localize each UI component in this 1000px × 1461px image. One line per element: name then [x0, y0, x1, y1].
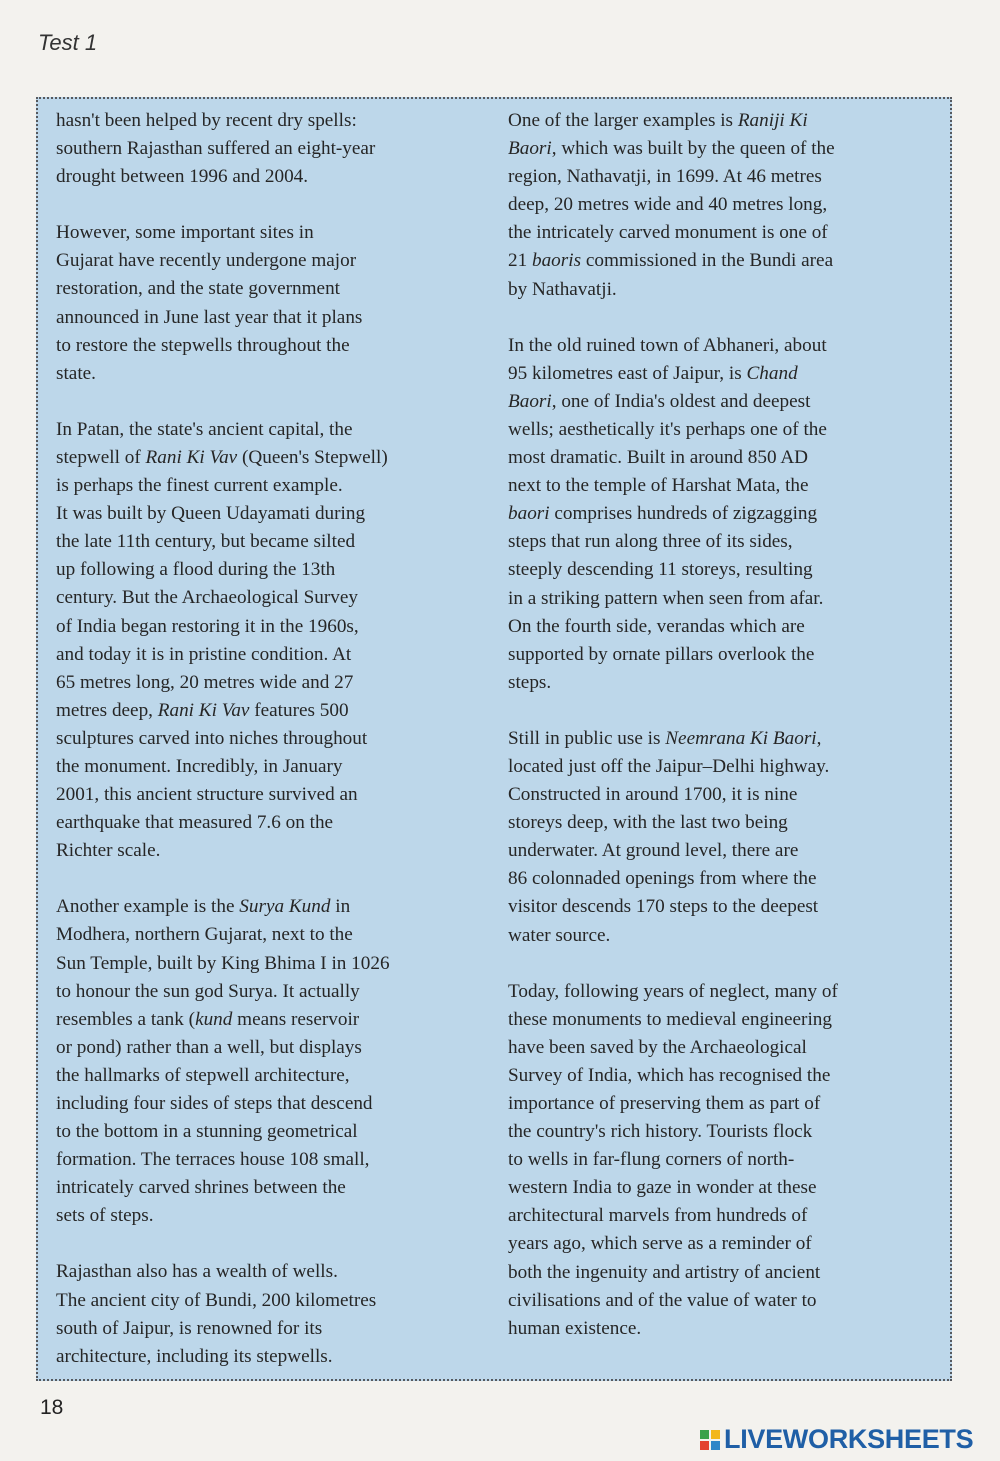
text-run: importance of preserving them as part of [508, 1093, 821, 1114]
text-line [508, 444, 942, 472]
text-run: commissioned in the Bundi area [581, 250, 834, 272]
text-line [56, 416, 490, 444]
text-run: steeply descending 11 storeys, resulting [508, 559, 813, 581]
italic-term: Baori [508, 138, 552, 160]
text-line [508, 1287, 942, 1315]
text-run: to honour the sun god Surya. It actually [56, 980, 360, 1002]
text-line [508, 135, 942, 163]
logo-square-yellow [711, 1430, 720, 1439]
text-run: architectural marvels from hundreds of [508, 1205, 808, 1227]
text-run: 95 kilometres east of Jaipur, is [508, 362, 747, 384]
text-run: these monuments to medieval engineering [508, 1008, 832, 1030]
italic-term: Chand [746, 362, 798, 384]
text-run: In Patan, the state's ancient capital, the [56, 418, 353, 440]
text-run: Survey of India, which has recognised the [508, 1064, 831, 1086]
text-line [56, 219, 490, 247]
text-run: or pond) rather than a well, but displays [56, 1036, 362, 1058]
text-line [56, 1062, 490, 1090]
text-run: underwater. At ground level, there are [508, 840, 799, 862]
text-line [508, 528, 942, 556]
text-run: years ago, which serve as a reminder of [508, 1233, 812, 1255]
text-line [56, 1034, 490, 1062]
text-line [56, 1202, 490, 1230]
text-line [56, 725, 490, 753]
text-line [56, 107, 490, 135]
text-run: storeys deep, with the last two being [508, 812, 788, 834]
text-line [56, 641, 490, 669]
text-run: sets of steps. [56, 1205, 154, 1227]
text-line [56, 304, 490, 332]
text-run: 21 [508, 250, 532, 272]
text-run: Gujarat have recently undergone major [56, 250, 357, 272]
text-line [508, 922, 942, 950]
text-run: supported by ornate pillars overlook the [508, 643, 815, 665]
text-line [56, 1258, 490, 1286]
liveworksheets-brand[interactable] [700, 1424, 973, 1455]
text-run: to restore the stepwells throughout the [56, 334, 350, 356]
text-line [56, 613, 490, 641]
text-line [56, 753, 490, 781]
text-run: the late 11th century, but became silted [56, 531, 356, 553]
text-run: resembles a tank ( [56, 1008, 196, 1030]
text-run: features 500 [249, 699, 349, 721]
text-run: , one of India's oldest and deepest [551, 390, 811, 412]
text-line [508, 219, 942, 247]
text-line [508, 332, 942, 360]
text-run: south of Jaipur, is renowned for its [56, 1317, 323, 1339]
passage-paragraph [508, 978, 942, 1343]
text-line [508, 837, 942, 865]
text-line [56, 1090, 490, 1118]
text-line [508, 276, 942, 304]
text-line [56, 1174, 490, 1202]
text-run: next to the temple of Harshat Mata, the [508, 475, 809, 497]
text-line [56, 528, 490, 556]
text-line [508, 809, 942, 837]
passage-column-right [508, 107, 942, 1343]
logo-square-red [700, 1441, 709, 1450]
text-run: up following a flood during the 13th [56, 559, 336, 581]
text-line [508, 1006, 942, 1034]
text-run: 65 metres long, 20 metres wide and 27 [56, 671, 354, 693]
text-line [56, 809, 490, 837]
text-run: century. But the Archaeological Survey [56, 587, 358, 609]
text-run: intricately carved shrines between the [56, 1177, 346, 1199]
text-run: the monument. Incredibly, in January [56, 755, 343, 777]
text-line [508, 500, 942, 528]
text-run: including four sides of steps that descend [56, 1093, 373, 1114]
text-run: On the fourth side, verandas which are [508, 615, 805, 637]
passage-paragraph [56, 416, 490, 866]
text-line [508, 1174, 942, 1202]
passage-paragraph [56, 219, 490, 388]
text-run: Richter scale. [56, 840, 161, 862]
text-run: However, some important sites in [56, 222, 314, 244]
page-number: 18 [40, 1396, 64, 1419]
text-run: is perhaps the finest current example. [56, 475, 343, 497]
text-line [508, 1259, 942, 1287]
text-run: civilisations and of the value of water to [508, 1289, 817, 1311]
text-line [56, 500, 490, 528]
text-run: Still in public use is [508, 727, 666, 749]
passage-column-left [56, 107, 490, 1371]
text-run: southern Rajasthan suffered an eight-year [56, 138, 376, 160]
text-run: 2001, this ancient structure survived an [56, 784, 358, 806]
text-run: announced in June last year that it plans [56, 306, 363, 328]
text-line [56, 1315, 490, 1343]
text-line [56, 669, 490, 697]
text-run: earthquake that measured 7.6 on the [56, 812, 334, 834]
text-line [508, 1315, 942, 1343]
italic-term: Baori [508, 390, 552, 412]
text-run: means reservoir [232, 1008, 360, 1030]
text-run: , which was built by the queen of the [551, 138, 835, 160]
text-run: in [330, 896, 351, 918]
text-run: Constructed in around 1700, it is nine [508, 784, 798, 806]
text-run: the hallmarks of stepwell architecture, [56, 1064, 350, 1086]
text-run: region, Nathavatji, in 1699. At 46 metres [508, 166, 822, 188]
text-line [508, 388, 942, 416]
text-line [508, 893, 942, 921]
text-run: hasn't been helped by recent dry spells: [56, 110, 357, 131]
text-line [508, 1202, 942, 1230]
text-line [56, 1118, 490, 1146]
text-line [508, 781, 942, 809]
italic-term: Neemrana Ki Baori [665, 727, 817, 749]
text-line [56, 332, 490, 360]
text-run: state. [56, 362, 96, 384]
passage-paragraph [56, 107, 490, 191]
text-line [508, 585, 942, 613]
text-line [56, 781, 490, 809]
italic-term: baori [508, 503, 550, 525]
text-run: of India began restoring it in the 1960s, [56, 615, 359, 637]
text-run: have been saved by the Archaeological [508, 1036, 807, 1058]
text-line [56, 1146, 490, 1174]
text-line [56, 472, 490, 500]
text-run: located just off the Jaipur–Delhi highway. [508, 755, 830, 777]
text-line [508, 191, 942, 219]
text-line [56, 135, 490, 163]
text-run: to wells in far-flung corners of north- [508, 1149, 795, 1171]
text-line [508, 247, 942, 275]
text-line [508, 1230, 942, 1258]
logo-square-green [700, 1430, 709, 1439]
text-line [56, 1006, 490, 1034]
text-run: steps that run along three of its sides, [508, 531, 793, 553]
text-run: wells; aesthetically it's perhaps one of the [508, 418, 827, 440]
text-run: restoration, and the state government [56, 278, 340, 300]
text-line [508, 669, 942, 697]
text-run: The ancient city of Bundi, 200 kilometres [56, 1289, 377, 1311]
text-line [56, 360, 490, 388]
text-line [508, 725, 942, 753]
text-run: to the bottom in a stunning geometrical [56, 1121, 358, 1143]
text-line [508, 1062, 942, 1090]
text-line [508, 641, 942, 669]
text-run: by Nathavatji. [508, 278, 617, 300]
text-line [56, 921, 490, 949]
italic-term: baoris [531, 250, 582, 272]
text-run: formation. The terraces house 108 small, [56, 1149, 370, 1171]
text-line [508, 1146, 942, 1174]
text-run: , [816, 727, 822, 749]
text-line [56, 556, 490, 584]
text-run: the intricately carved monument is one of [508, 222, 828, 244]
text-line [56, 978, 490, 1006]
text-run: in a striking pattern when seen from afar. [508, 587, 824, 609]
liveworksheets-logo-icon [700, 1430, 720, 1450]
passage-paragraph [508, 725, 942, 950]
text-line [56, 444, 490, 472]
text-line [56, 1287, 490, 1315]
text-run: One of the larger examples is [508, 110, 738, 131]
reading-passage-box [36, 97, 952, 1381]
text-run: western India to gaze in wonder at these [508, 1177, 817, 1199]
text-line [508, 1118, 942, 1146]
text-run: most dramatic. Built in around 850 AD [508, 447, 809, 469]
text-line [508, 163, 942, 191]
text-run: Another example is the [56, 896, 240, 918]
text-run: stepwell of [56, 446, 146, 468]
text-line [508, 472, 942, 500]
text-run: Today, following years of neglect, many of [508, 980, 838, 1002]
text-run: the country's rich history. Tourists flock [508, 1121, 813, 1143]
text-line [508, 107, 942, 135]
text-run: 86 colonnaded openings from where the [508, 868, 817, 890]
text-line [56, 247, 490, 275]
text-run: In the old ruined town of Abhaneri, about [508, 334, 827, 356]
text-run: human existence. [508, 1317, 642, 1339]
text-line [56, 697, 490, 725]
text-run: Sun Temple, built by King Bhima I in 1026 [56, 952, 390, 974]
text-line [508, 416, 942, 444]
brand-name: LIVEWORKSHEETS [724, 1424, 974, 1454]
text-line [508, 753, 942, 781]
text-line [508, 1090, 942, 1118]
text-line [56, 163, 490, 191]
text-line [56, 950, 490, 978]
italic-term: Raniji Ki [737, 110, 808, 131]
logo-square-blue [711, 1441, 720, 1450]
text-run: and today it is in pristine condition. At [56, 643, 352, 665]
text-run: visitor descends 170 steps to the deepest [508, 896, 819, 918]
text-run: Rajasthan also has a wealth of wells. [56, 1261, 338, 1283]
italic-term: Surya Kund [239, 896, 331, 918]
text-run: It was built by Queen Udayamati during [56, 503, 366, 525]
italic-term: kund [195, 1008, 233, 1030]
italic-term: Rani Ki Vav [145, 446, 238, 468]
text-line [56, 893, 490, 921]
text-line [56, 584, 490, 612]
text-line [56, 275, 490, 303]
text-line [508, 1034, 942, 1062]
italic-term: Rani Ki Vav [157, 699, 250, 721]
text-line [508, 978, 942, 1006]
text-line [508, 613, 942, 641]
text-run: sculptures carved into niches throughout [56, 727, 368, 749]
text-line [56, 1343, 490, 1371]
text-line [508, 865, 942, 893]
passage-paragraph [508, 107, 942, 304]
text-line [56, 837, 490, 865]
text-run: architecture, including its stepwells. [56, 1345, 333, 1367]
text-line [508, 556, 942, 584]
passage-paragraph [56, 1258, 490, 1370]
text-run: (Queen's Stepwell) [237, 446, 388, 468]
text-line [508, 360, 942, 388]
text-run: both the ingenuity and artistry of ancient [508, 1261, 821, 1283]
passage-paragraph [508, 332, 942, 697]
passage-paragraph [56, 893, 490, 1230]
text-run: metres deep, [56, 699, 158, 721]
text-run: drought between 1996 and 2004. [56, 166, 309, 188]
text-run: deep, 20 metres wide and 40 metres long, [508, 194, 828, 216]
page-header-label: Test 1 [38, 30, 98, 55]
text-run: steps. [508, 671, 552, 693]
text-run: water source. [508, 924, 611, 946]
text-run: Modhera, northern Gujarat, next to the [56, 924, 353, 946]
text-run: comprises hundreds of zigzagging [549, 503, 818, 525]
